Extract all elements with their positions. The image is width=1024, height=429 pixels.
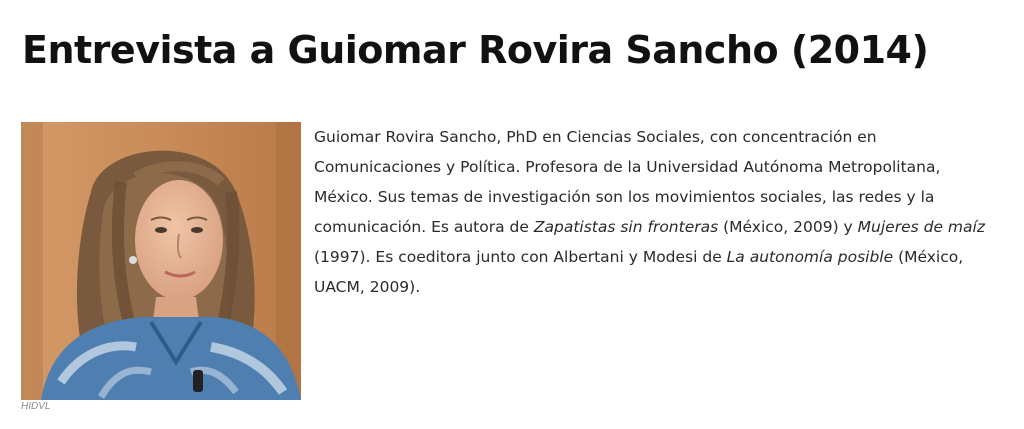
photo-credit: HIDVL [21, 401, 51, 412]
book-title-mujeres: Mujeres de maíz [857, 218, 985, 236]
bio-text: (México, 2009) y [718, 218, 858, 236]
book-title-autonomia: La autonomía posible [726, 248, 894, 266]
book-title-zapatistas: Zapatistas sin fronteras [533, 218, 719, 236]
author-bio [314, 122, 1004, 302]
bio-text: (México, UACM, 2009). [314, 248, 964, 296]
portrait-photo [21, 122, 301, 400]
bio-text: (1997). Es coeditora junto con Albertani y Modesi de [314, 248, 727, 266]
page-title: Entrevista a Guiomar Rovira Sancho (2014) [22, 28, 929, 72]
bio-text: Guiomar Rovira Sancho, PhD en Ciencias Sociales, con concentración en Comunicaciones y Política. Profesora de la Universidad Autónoma Metropolitana, México. Sus temas de investigación son los movimientos sociales, las redes y la comunicación. Es autora de [314, 128, 941, 236]
